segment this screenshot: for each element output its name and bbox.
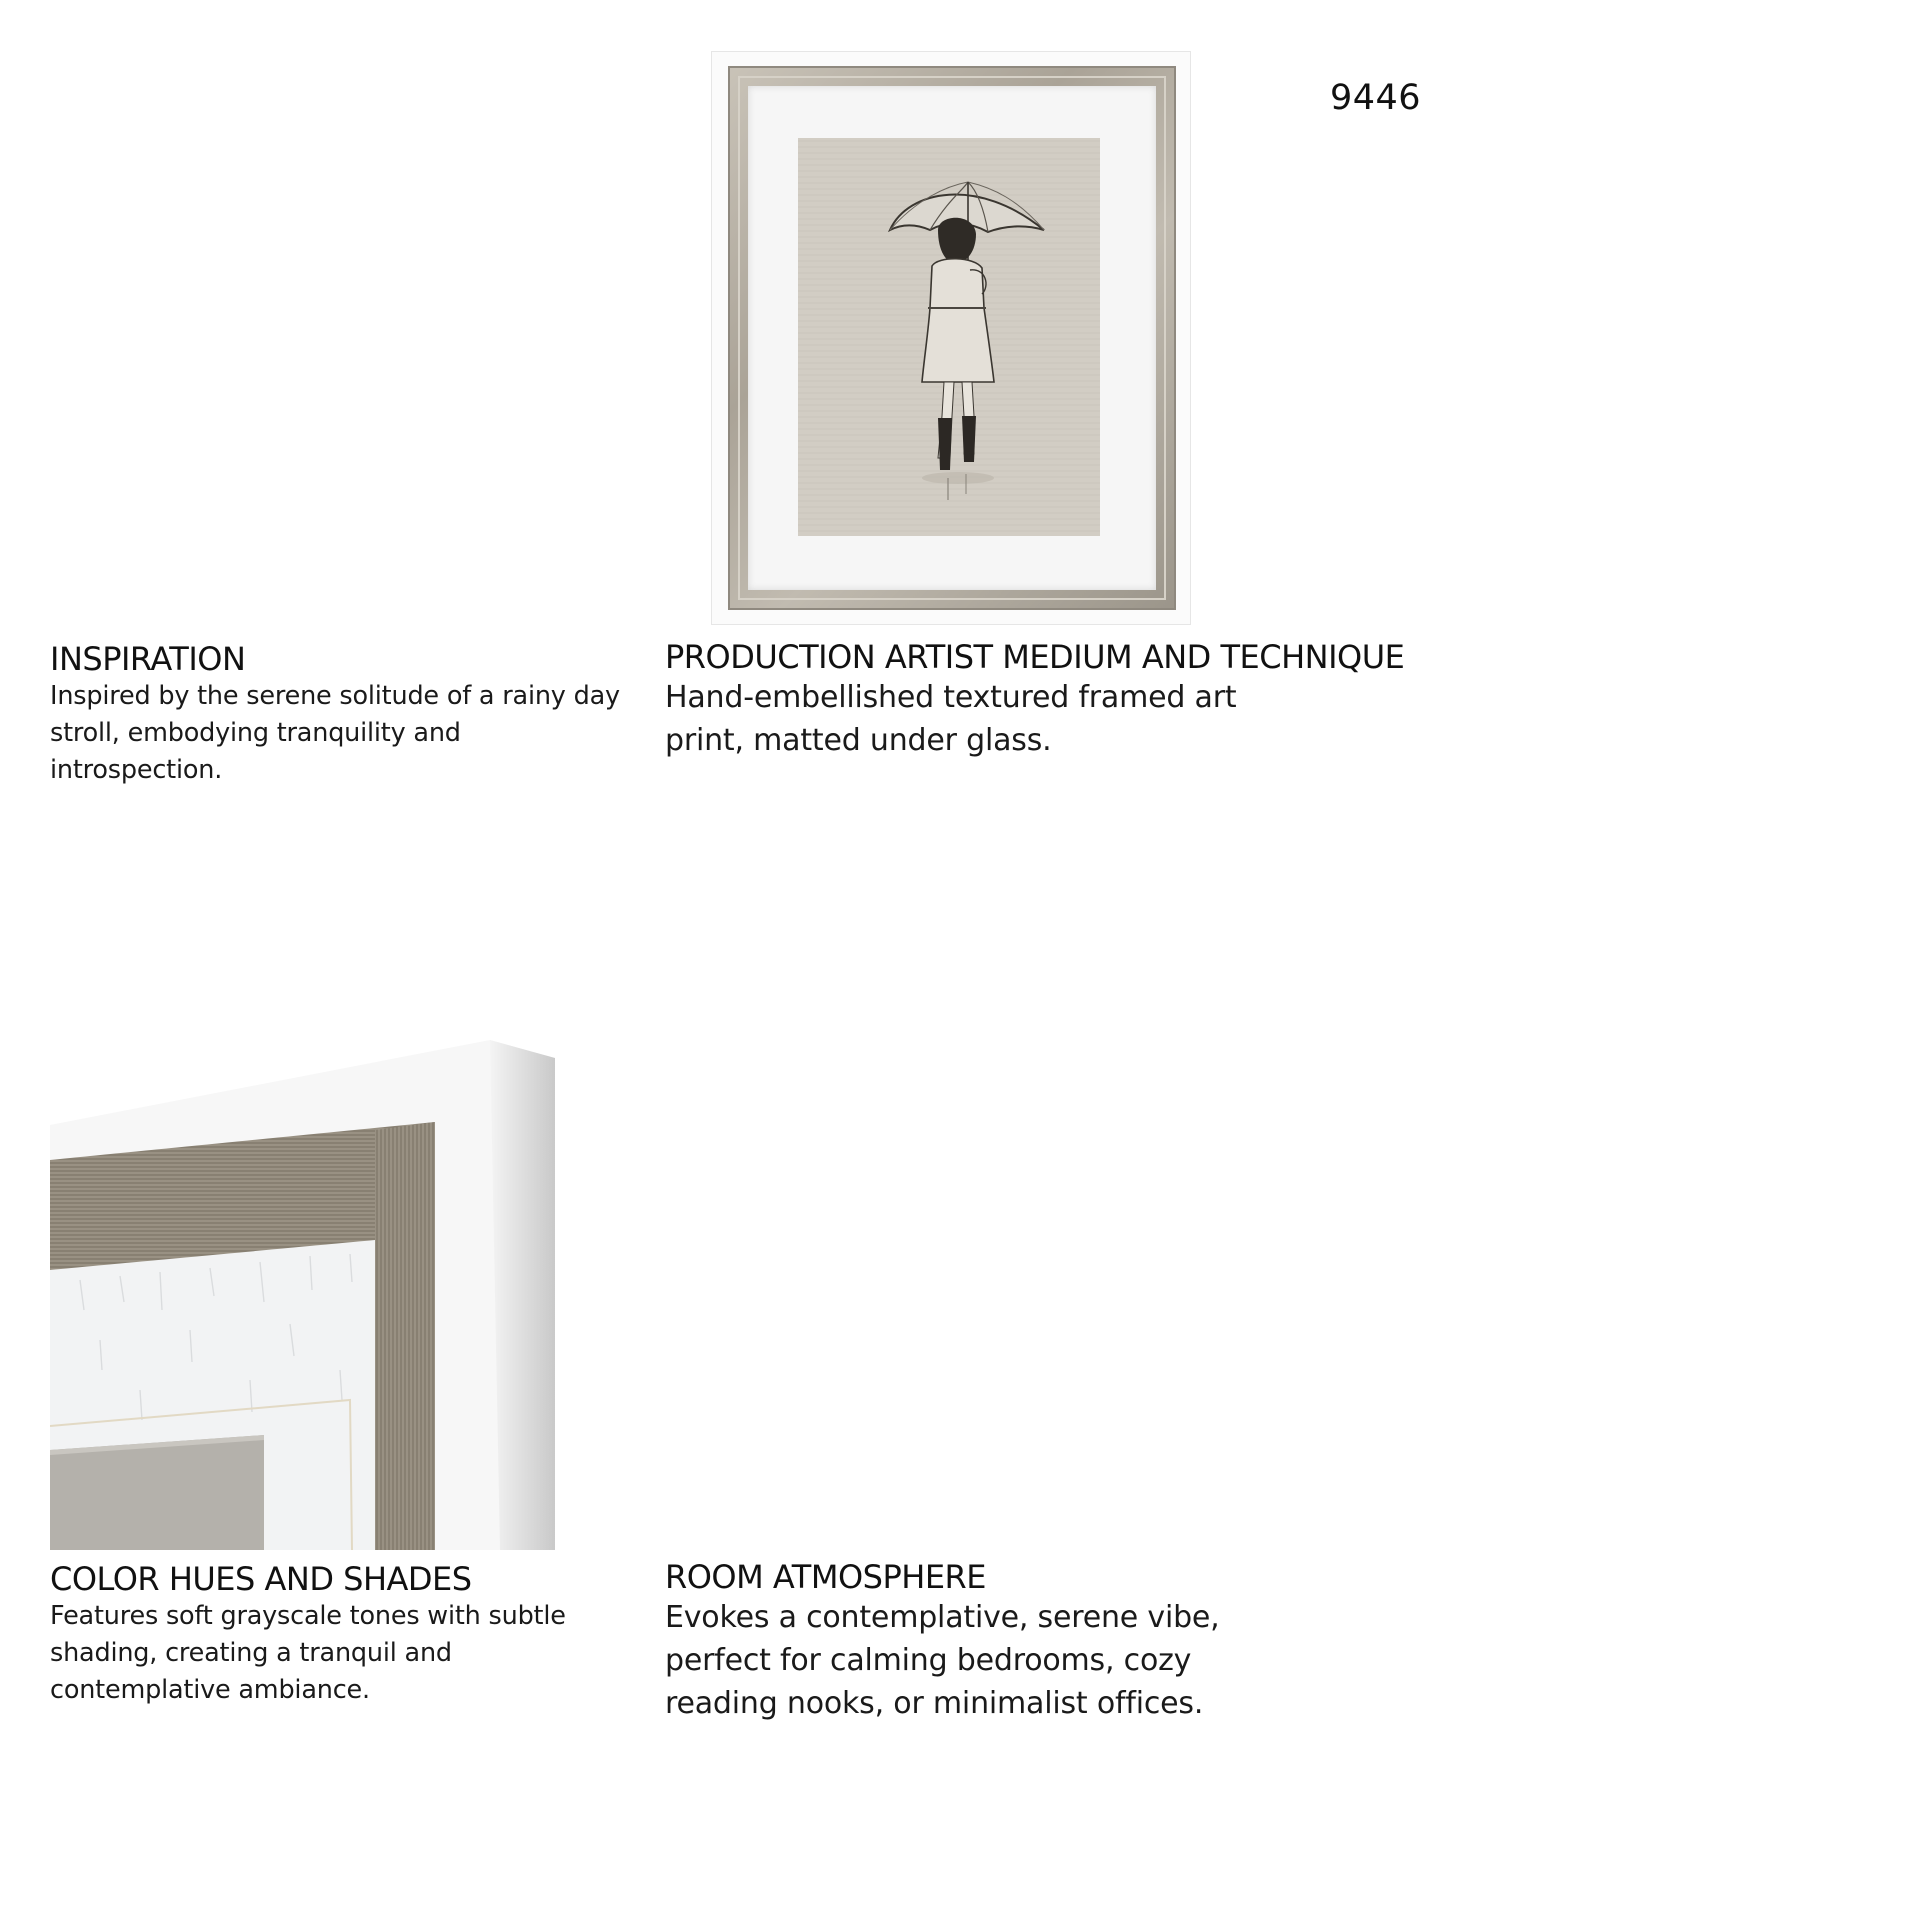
inspiration-line: stroll, embodying tranquility and	[50, 718, 461, 748]
room-line: reading nooks, or minimalist offices.	[665, 1686, 1204, 1721]
frame-corner-detail-image	[50, 1040, 555, 1550]
product-number: 9446	[1330, 78, 1422, 118]
medium-heading: PRODUCTION ARTIST MEDIUM AND TECHNIQUE	[665, 638, 1405, 676]
inspiration-text	[50, 678, 620, 789]
color-heading: COLOR HUES AND SHADES	[50, 1560, 472, 1598]
color-line: contemplative ambiance.	[50, 1675, 370, 1705]
room-line: perfect for calming bedrooms, cozy	[665, 1643, 1192, 1678]
room-text	[665, 1596, 1220, 1725]
inspiration-line: introspection.	[50, 755, 223, 785]
medium-line: print, matted under glass.	[665, 723, 1052, 758]
color-text	[50, 1598, 566, 1709]
medium-text	[665, 676, 1236, 762]
color-line: shading, creating a tranquil and	[50, 1638, 452, 1668]
room-heading: ROOM ATMOSPHERE	[665, 1558, 986, 1596]
inspiration-heading: INSPIRATION	[50, 640, 246, 678]
room-line: Evokes a contemplative, serene vibe,	[665, 1600, 1220, 1635]
medium-line: Hand-embellished textured framed art	[665, 680, 1237, 715]
umbrella-woman-sketch	[798, 138, 1100, 536]
inspiration-line: Inspired by the serene solitude of a rainy day	[50, 681, 620, 711]
color-line: Features soft grayscale tones with subtle	[50, 1601, 566, 1631]
